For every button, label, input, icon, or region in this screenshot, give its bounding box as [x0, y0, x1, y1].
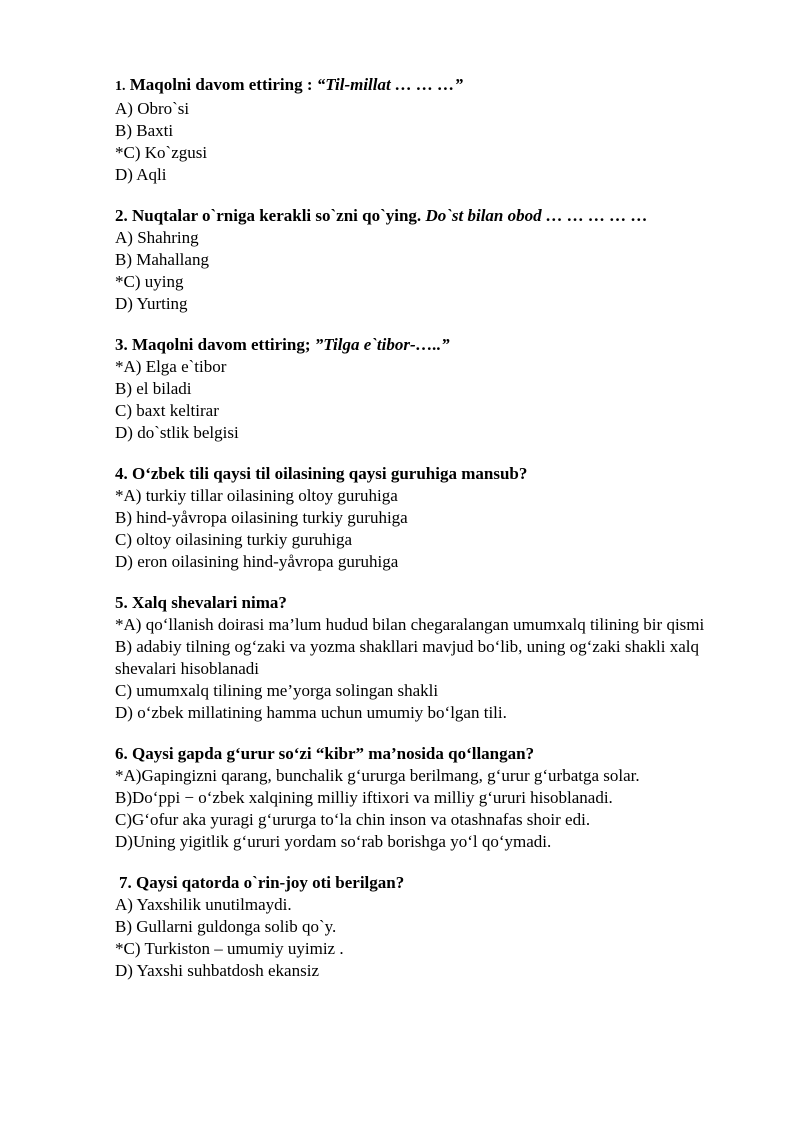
document-page	[115, 74, 755, 1001]
question-title	[115, 463, 755, 485]
question-title	[115, 334, 755, 356]
question-title	[115, 592, 755, 614]
question-prompt: Maqolni davom ettiring;	[127, 335, 315, 354]
question-title	[115, 872, 755, 894]
question-prompt: Xalq shevalari nima?	[127, 593, 287, 612]
question-quote: Do`st bilan obod … … … … …	[425, 206, 648, 225]
question-number: 3.	[115, 335, 128, 354]
question-number: 1.	[115, 79, 126, 94]
question-prompt: Nuqtalar o`rniga kerakli so`zni qo`ying.	[127, 206, 426, 225]
question-3	[115, 334, 755, 444]
question-title	[115, 205, 755, 227]
question-number: 5.	[115, 593, 128, 612]
answer-option: B) el biladi	[115, 379, 192, 398]
answer-option: A) Shahring	[115, 228, 199, 247]
question-quote: “Til-millat … … …”	[316, 75, 463, 94]
answer-option: D) eron oilasining hind-yåvropa guruhiga	[115, 552, 399, 571]
answer-option: *A)Gapingizni qarang, bunchalik g‘ururga berilmang, g‘urur g‘urbatga solar.	[115, 766, 640, 785]
question-7	[115, 872, 755, 982]
question-4	[115, 463, 755, 573]
question-prompt: Qaysi gapda g‘urur so‘zi “kibr” ma’nosida qo‘llangan?	[127, 744, 535, 763]
answer-option: D) do`stlik belgisi	[115, 423, 239, 442]
answer-option: B) hind-yåvropa oilasining turkiy guruhiga	[115, 508, 408, 527]
question-6	[115, 743, 755, 853]
question-2	[115, 205, 755, 315]
answer-option: D) Yurting	[115, 294, 188, 313]
answer-option: C) baxt keltirar	[115, 401, 219, 420]
answer-option: D) Aqli	[115, 165, 167, 184]
answer-option: *A) qo‘llanish doirasi ma’lum hudud bilan chegaralangan umumxalq tilining bir qismi	[115, 615, 705, 634]
question-5	[115, 592, 755, 724]
answer-option: *A) Elga e`tibor	[115, 357, 227, 376]
answer-option: D)Uning yigitlik g‘ururi yordam so‘rab borishga yo‘l qo‘ymadi.	[115, 832, 552, 851]
answer-option: B) Gullarni guldonga solib qo`y.	[115, 917, 337, 936]
answer-option: A) Obro`si	[115, 99, 190, 118]
answer-option: *C) Ko`zgusi	[115, 143, 208, 162]
question-number: 7.	[119, 873, 132, 892]
answer-option: *C) Turkiston – umumiy uyimiz .	[115, 939, 344, 958]
answer-option: B) adabiy tilning og‘zaki va yozma shakllari mavjud bo‘lib, uning og‘zaki shakli xalq shevalari hisoblanadi	[115, 637, 700, 678]
question-prompt: O‘zbek tili qaysi til oilasining qaysi guruhiga mansub?	[127, 464, 528, 483]
answer-option: B) Mahallang	[115, 250, 209, 269]
question-title	[115, 74, 755, 98]
question-number: 2.	[115, 206, 128, 225]
question-number: 4.	[115, 464, 128, 483]
answer-option: C) oltoy oilasining turkiy guruhiga	[115, 530, 353, 549]
answer-option: *C) uying	[115, 272, 184, 291]
answer-option: C)G‘ofur aka yuragi g‘ururga to‘la chin inson va otashnafas shoir edi.	[115, 810, 591, 829]
question-prompt: Qaysi qatorda o`rin-joy oti berilgan?	[131, 873, 405, 892]
question-quote: ”Tilga e`tibor-…..”	[314, 335, 450, 354]
question-number: 6.	[115, 744, 128, 763]
answer-option: A) Yaxshilik unutilmaydi.	[115, 895, 292, 914]
answer-option: B)Do‘ppi − o‘zbek xalqining milliy iftixori va milliy g‘ururi hisoblanadi.	[115, 788, 613, 807]
answer-option: C) umumxalq tilining me’yorga solingan shakli	[115, 681, 439, 700]
answer-option: D) o‘zbek millatining hamma uchun umumiy bo‘lgan tili.	[115, 703, 507, 722]
question-title	[115, 743, 755, 765]
answer-option: D) Yaxshi suhbatdosh ekansiz	[115, 961, 319, 980]
answer-option: B) Baxti	[115, 121, 174, 140]
question-prompt: Maqolni davom ettiring :	[125, 75, 317, 94]
question-1	[115, 74, 755, 186]
answer-option: *A) turkiy tillar oilasining oltoy guruhiga	[115, 486, 398, 505]
